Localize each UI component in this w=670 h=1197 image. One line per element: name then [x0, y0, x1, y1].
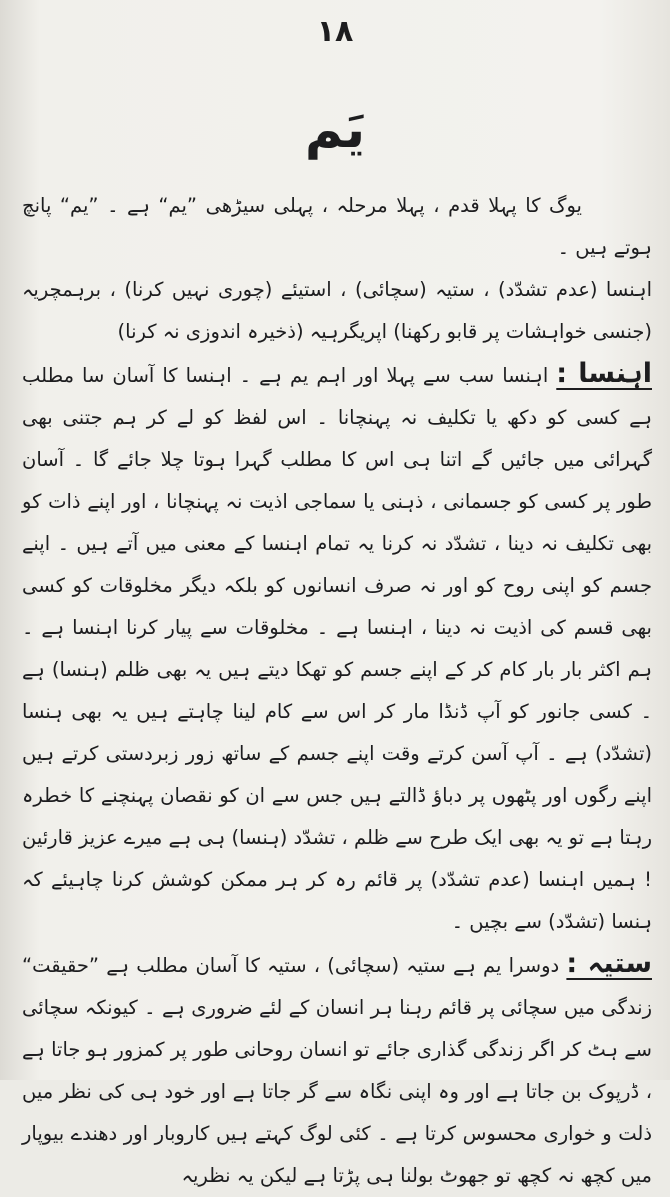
page-number: ۱۸ [316, 14, 354, 49]
ahimsa-term: اہنسا : [556, 358, 652, 389]
ahimsa-text: اہنسا سب سے پہلا اور اہم یم ہے ۔ اہنسا کا آسان سا مطلب ہے کسی کو دکھ یا تکلیف نہ پہنچانا ۔ اس لفظ کو لے کر ہم جتنی بھی گہرائی میں جائیں گے اتنا ہی اس کا مطلب گہرا ہوتا چلا جائے گا ۔ آسان طور پر کسی کو جسمانی ، ذہنی یا سماجی اذیت نہ پہنچانا ، اور اپنے ذات کو بھی تکلیف نہ دینا ، تشدّد نہ کرنا یہ تمام اہنسا کے معنی میں آتے ہیں ۔ اپنے جسم کو اپنی روح کو اور نہ صرف انسانوں کو بلکہ دیگر مخلوقات کو کسی بھی قسم کی اذیت نہ دینا ، اہنسا ہے ۔ مخلوقات سے پیار کرنا اہنسا ہے ۔ ہم اکثر بار بار کام کر کے اپنے جسم کو تھکا دیتے ہیں یہ بھی ظلم (ہنسا) ہے ۔ کسی جانور کو آپ ڈنڈا مار کر اس سے کام لینا چاہتے ہیں یہ بھی ہنسا (تشدّد) ہے ۔ آپ آسن کرتے وقت اپنے جسم کے ساتھ زور زبردستی کرتے ہیں اپنے رگوں اور پٹھوں پر دباؤ ڈالتے ہیں جس سے ان کو نقصان پہنچنے کا خطرہ رہتا ہے تو یہ بھی ایک طرح سے ظلم ، تشدّد (ہنسا) ہی ہے میرے عزیز قارئین ! ہمیں اہنسا (عدم تشدّد) پر قائم رہ کر ہر ممکن کوشش کرنا چاہیئے کہ ہنسا (تشدّد) سے بچیں ۔ [22, 364, 652, 933]
ahimsa-paragraph [22, 353, 652, 943]
intro-paragraph: یوگ کا پہلا قدم ، پہلا مرحلہ ، پہلی سیڑھی ”یم“ ہے ۔ ”یم“ پانچ ہوتے ہیں ۔ [22, 194, 652, 259]
chapter-title: یَم [304, 100, 366, 160]
satya-text: دوسرا یم ہے ستیہ (سچائی) ، ستیہ کا آسان مطلب ہے ”حقیقت“ زندگی میں سچائی پر قائم رہنا ہر انسان کے لئے ضروری ہے ۔ کیونکہ سچائی سے ہٹ کر اگر زندگی گذاری جائے تو انسان روحانی طور پر کمزور ہو جاتا ہے ، ڈرپوک بن جاتا ہے اور وہ اپنی نگاہ سے گر جاتا ہے اور خود ہی کی نظر میں ذلت و خواری محسوس کرتا ہے ۔ کئی لوگ کہتے ہیں کاروبار اور دھندے بیوپار میں کچھ نہ کچھ تو جھوٹ بولنا ہی پڑتا ہے لیکن یہ نظریہ [22, 954, 652, 1187]
yam-list-paragraph: اہنسا (عدم تشدّد) ، ستیہ (سچائی) ، استیئے (چوری نہیں کرنا) ، برہمچریہ (جنسی خواہشات پر قابو رکھنا) اپریگرہیہ (ذخیرہ اندوزی نہ کرنا) [22, 278, 652, 343]
page-content [22, 185, 652, 1197]
satya-term: ستیہ : [566, 948, 652, 979]
satya-paragraph [22, 943, 652, 1197]
